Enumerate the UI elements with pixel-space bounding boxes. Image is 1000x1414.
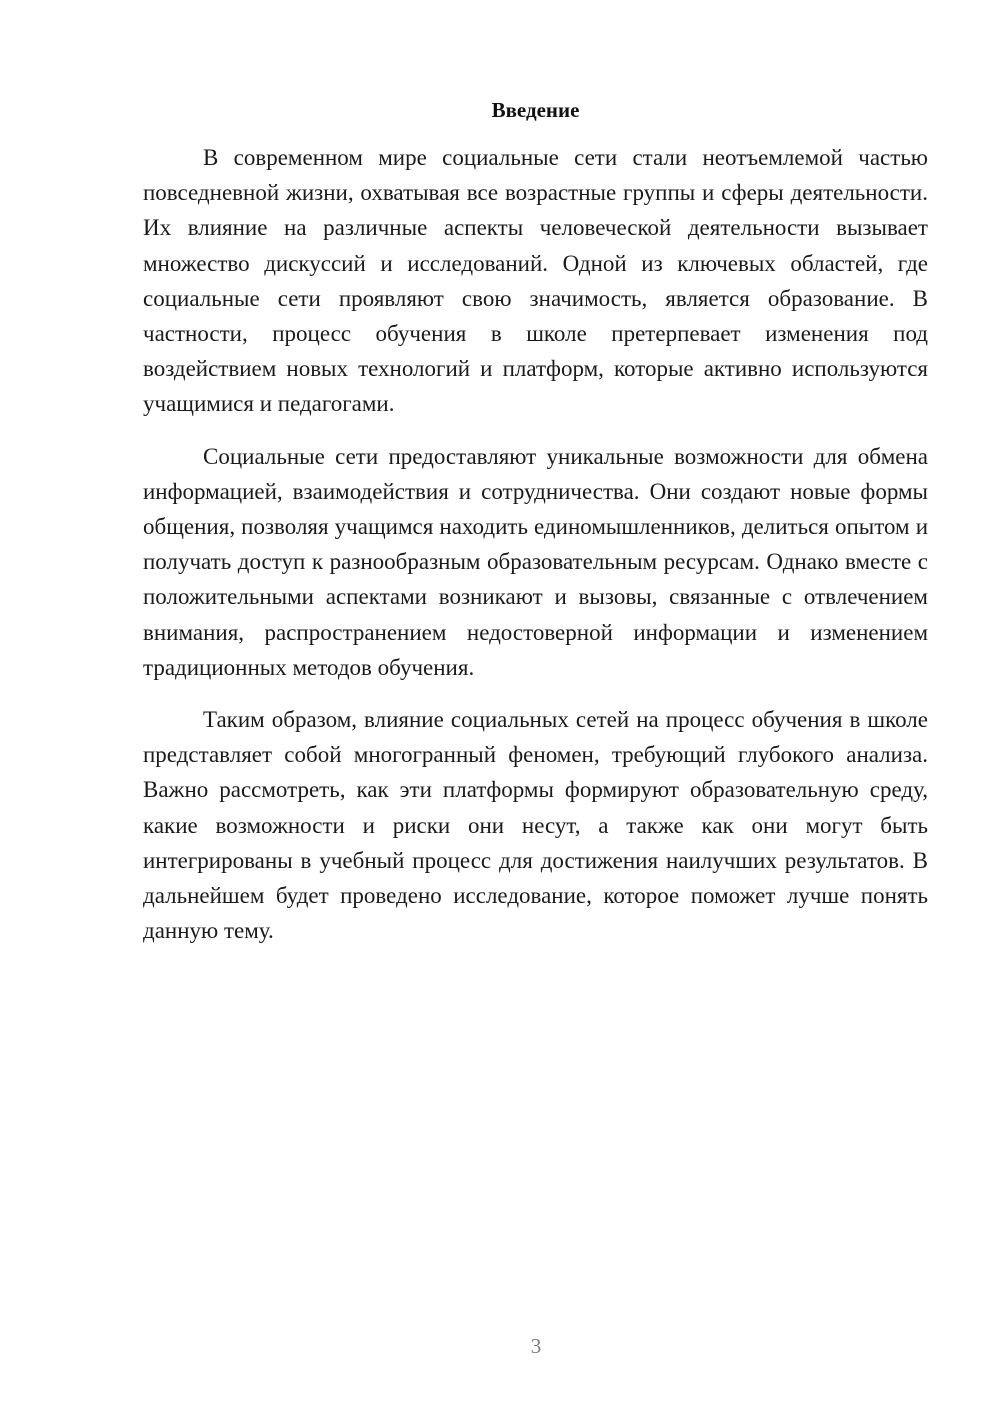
paragraph-3: Таким образом, влияние социальных сетей на процесс обучения в школе представляет собой многогранный феномен, требующий глубокого анализа. Важно рассмотреть, как эти платформы формируют образовательную среду, какие возможности и риски они несут, а также как они могут быть интегрированы в учебный процесс для достижения наилучших результатов. В дальнейшем будет проведено исследование, которое поможет лучше понять данную тему.: [143, 707, 928, 944]
page-content: [143, 96, 928, 965]
section-title: Введение: [491, 98, 580, 122]
paragraph-2: Социальные сети предоставляют уникальные возможности для обмена информацией, взаимодействия и сотрудничества. Они создают новые формы общения, позволяя учащимся находить единомышленников, делиться опытом и получать доступ к разнообразным образовательным ресурсам. Однако вместе с положительными аспектами возникают и вызовы, связанные с отвлечением внимания, распространением недостоверной информации и изменением традиционных методов обучения.: [143, 443, 928, 680]
page-number: 3: [530, 1334, 542, 1358]
paragraph-1: В современном мире социальные сети стали неотъемлемой частью повседневной жизни, охватывая все возрастные группы и сферы деятельности. Их влияние на различные аспекты человеческой деятельности вызывает множество дискуссий и исследований. Одной из ключевых областей, где социальные сети проявляют свою значимость, является образование. В частности, процесс обучения в школе претерпевает изменения под воздействием новых технологий и платформ, которые активно используются учащимися и педагогами.: [143, 145, 928, 417]
